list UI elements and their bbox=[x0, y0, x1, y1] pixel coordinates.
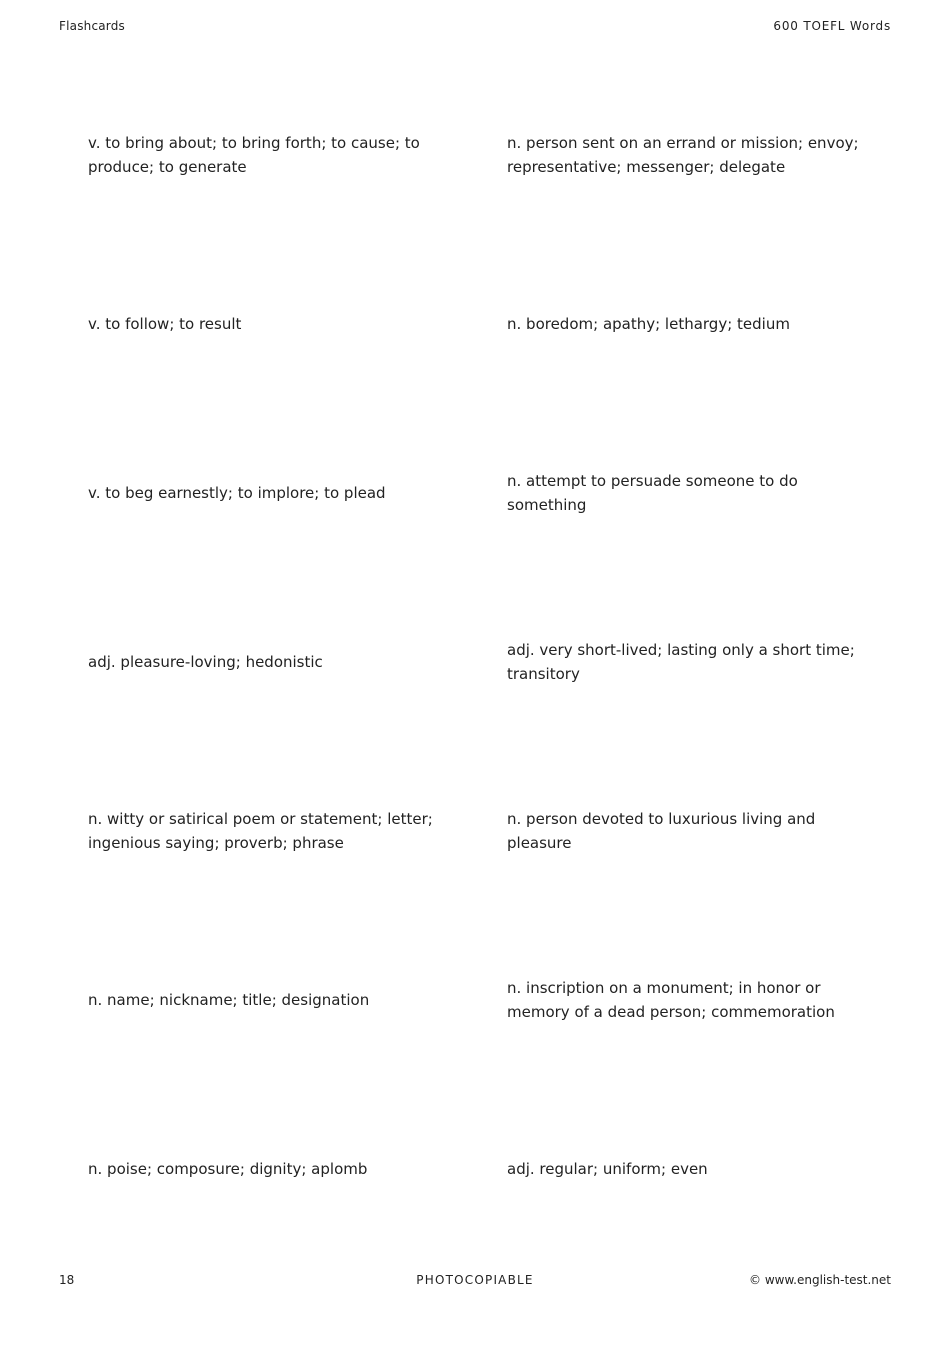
flashcard-row bbox=[88, 577, 878, 746]
header-section-title: Flashcards bbox=[59, 19, 125, 33]
flashcard-row bbox=[88, 239, 878, 408]
page-number: 18 bbox=[59, 1273, 75, 1287]
flashcard-definition: n. witty or satirical poem or statement; letter; ingenious saying; proverb; phrase bbox=[88, 809, 433, 852]
flashcard-grid bbox=[88, 70, 878, 1253]
flashcard-definition: n. poise; composure; dignity; aplomb bbox=[88, 1159, 368, 1178]
flashcard-definition: v. to bring about; to bring forth; to cause; to produce; to generate bbox=[88, 133, 420, 176]
flashcard-row bbox=[88, 70, 878, 239]
header-book-title: 600 TOEFL Words bbox=[773, 19, 891, 33]
flashcard-definition: adj. regular; uniform; even bbox=[507, 1159, 708, 1178]
flashcard-definition: n. name; nickname; title; designation bbox=[88, 990, 370, 1009]
flashcard-definition: n. person sent on an errand or mission; envoy; representative; messenger; delegate bbox=[507, 133, 859, 176]
flashcard-row bbox=[88, 408, 878, 577]
flashcard-row bbox=[88, 746, 878, 915]
flashcard-definition: v. to follow; to result bbox=[88, 314, 242, 333]
flashcard-definition: n. boredom; apathy; lethargy; tedium bbox=[507, 314, 790, 333]
flashcard-definition: adj. very short-lived; lasting only a short time; transitory bbox=[507, 640, 855, 683]
copyright-notice: © www.english-test.net bbox=[749, 1273, 891, 1287]
flashcard-definition: n. inscription on a monument; in honor or memory of a dead person; commemoration bbox=[507, 978, 835, 1021]
flashcard-definition: n. attempt to persuade someone to do something bbox=[507, 471, 798, 514]
flashcard-definition: adj. pleasure-loving; hedonistic bbox=[88, 652, 323, 671]
flashcard-definition: v. to beg earnestly; to implore; to plead bbox=[88, 483, 386, 502]
flashcard-definition: n. person devoted to luxurious living and pleasure bbox=[507, 809, 816, 852]
photocopiable-label: PHOTOCOPIABLE bbox=[416, 1273, 534, 1287]
flashcard-row bbox=[88, 915, 878, 1084]
flashcard-row bbox=[88, 1084, 878, 1253]
